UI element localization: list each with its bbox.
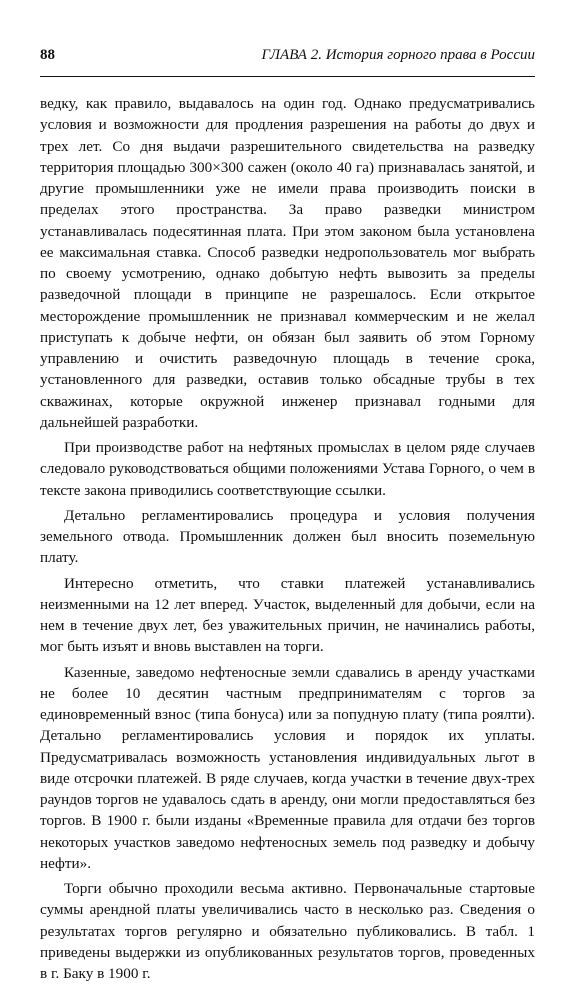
header-rule: [40, 76, 535, 77]
page-header: [40, 47, 535, 71]
paragraph-continued: ведку, как правило, выдавалось на один год. Однако предусматривались условия и возможности для продления разрешения на работы до двух и трех лет. Со дня выдачи разрешительного свидетельства на разведку территория площадью 300×300 сажен (около 40 га) признавалась занятой, и другие промышленники уже не имели права производить поиски в пределах этого пространства. За право разведки министром устанавливалась подесятинная плата. При этом законом была установлена ее максимальная ставка. Способ разведки недропользователь мог выбрать по своему усмотрению, однако добытую нефть вывозить за пределы разведочной площади в принципе не разрешалось. Если открытое месторождение промышленник не признавал коммерческим и не желал приступать к добыче нефти, он обязан был заявить об этом Горному управлению и очистить разведочную площадь в течение срока, установленного для разведки, оставив только обсадные трубы в тех скважинах, которые окружной инженер признавал годными для дальнейшей разработки.: [40, 95, 535, 431]
paragraph: Торги обычно проходили весьма активно. Первоначальные стартовые суммы арендной платы увеличивались часто в несколько раз. Сведения о результатах торгов регулярно и обязательно публиковались. В табл. 1 приведены выдержки из опубликованных результатов торгов, проведенных в г. Баку в 1900 г.: [40, 880, 535, 982]
running-title: ГЛАВА 2. История горного права в России: [261, 47, 535, 63]
paragraph: Казенные, заведомо нефтеносные земли сдавались в аренду участками не более 10 десятин частным предпринимателям с торгов за единовременный взнос (типа бонуса) или за попудную плату (типа роялти). Детально регламентировались условия и порядок их уплаты. Предусматривалась возможность установления индивидуальных льгот в виде отсрочки платежей. В ряде случаев, когда участки в течение двух-трех раундов торгов не удавалось сдать в аренду, они могли предоставляться без торгов. В 1900 г. были изданы «Временные правила для отдачи без торгов некоторых участков заведомо нефтеносных земель под разведку и добычу нефти».: [40, 663, 535, 872]
page-number: 88: [40, 47, 55, 63]
paragraph: При производстве работ на нефтяных промыслах в целом ряде случаев следовало руководствоваться общими положениями Устава Горного, о чем в тексте закона приводились соответствующие ссылки.: [40, 439, 535, 499]
body-text: [40, 93, 535, 988]
paragraph: Детально регламентировались процедура и условия получения земельного отвода. Промышленник должен был вносить поземельную плату.: [40, 506, 535, 567]
paragraph: Интересно отметить, что ставки платежей устанавливались неизменными на 12 лет вперед. Участок, выделенный для добычи, если на нем в течение двух лет, без уважительных причин, не начинались работы, мог быть изъят и вновь выставлен на торги.: [40, 574, 535, 656]
